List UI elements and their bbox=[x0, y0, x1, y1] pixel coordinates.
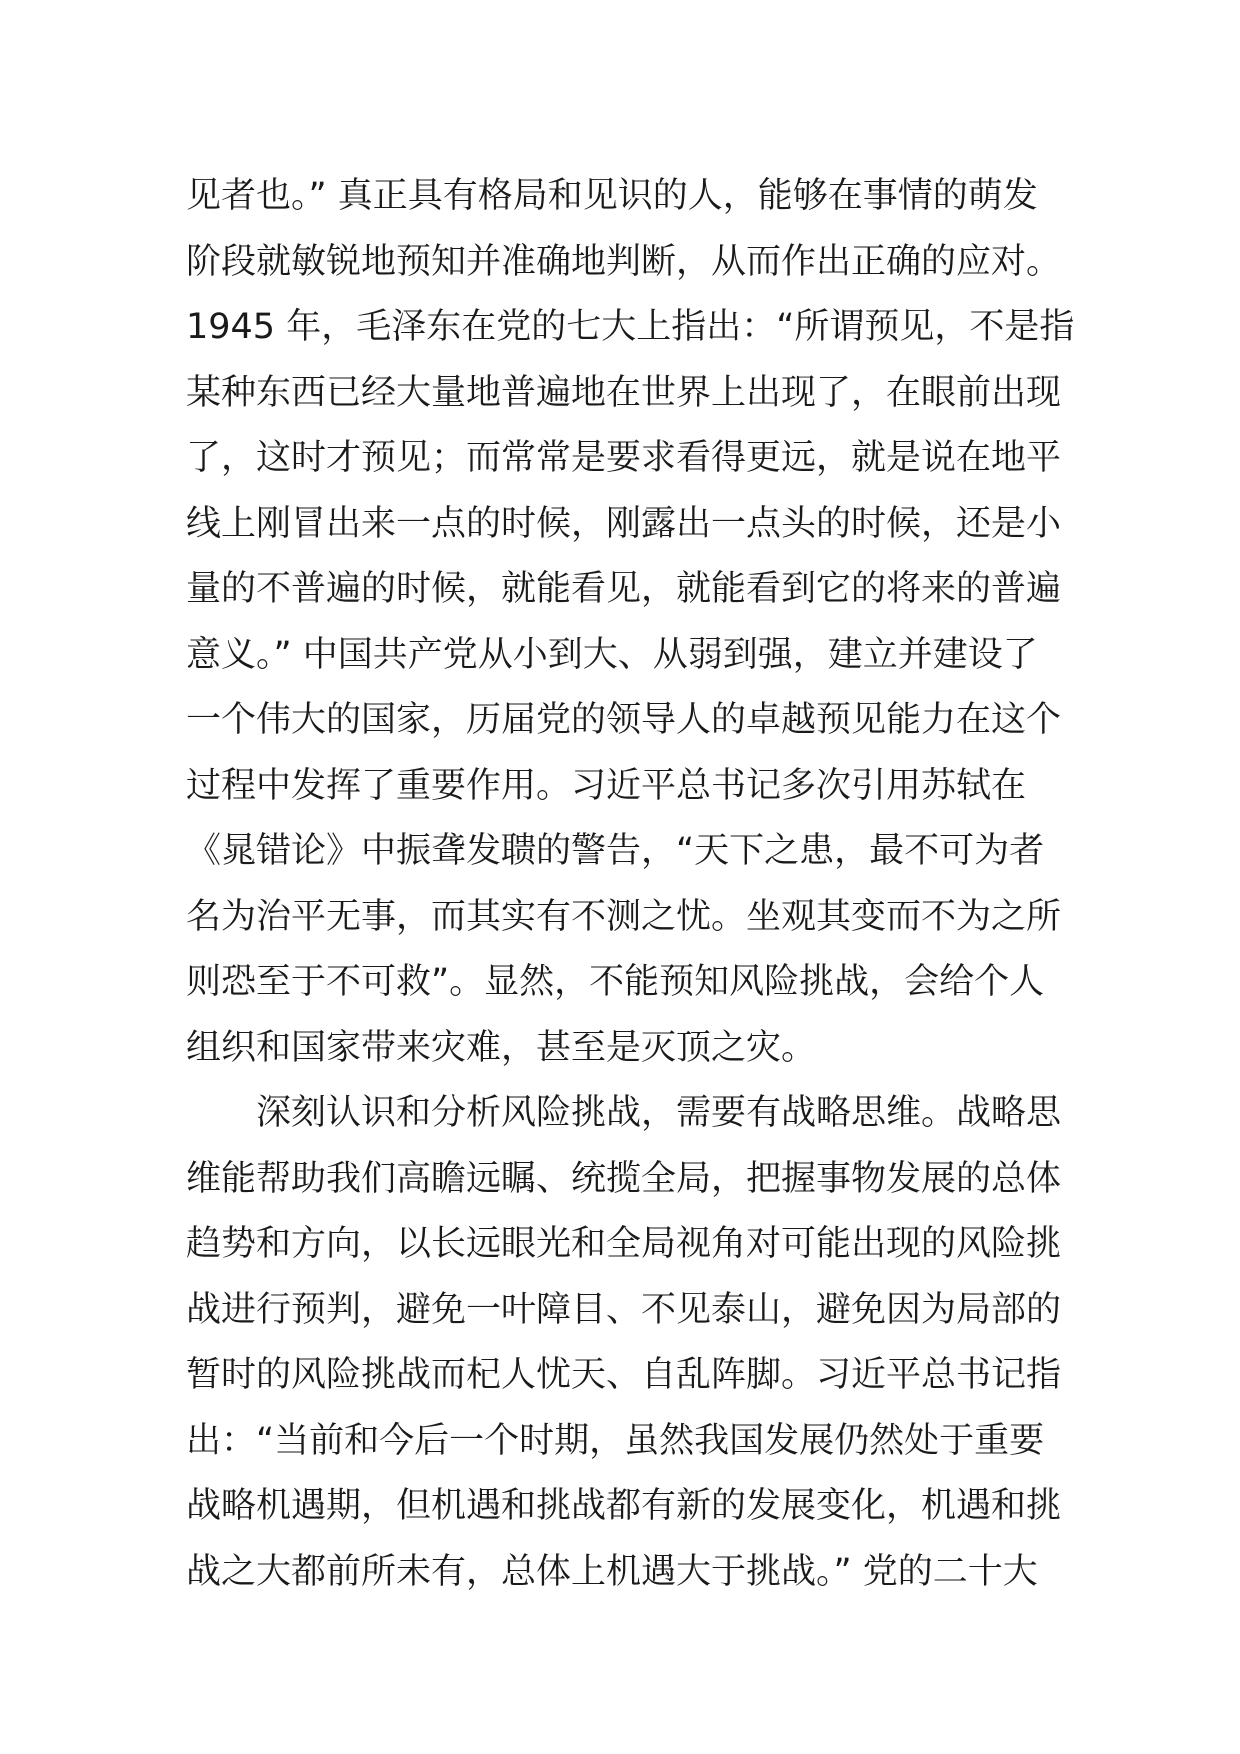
text-line: 意义。” 中国共产党从小到大、从弱到强，建立并建设了 bbox=[186, 634, 1038, 675]
body-text bbox=[186, 164, 1075, 1605]
text-line: 组织和国家带来灾难，甚至是灭顶之灾。 bbox=[186, 1027, 817, 1068]
text-line: 见者也。” 真正具有格局和见识的人，能够在事情的萌发 bbox=[186, 176, 1038, 216]
text-line: 趋势和方向，以长远眼光和全局视角对可能出现的风险挑 bbox=[186, 1224, 1062, 1264]
text-line: 某种东西已经大量地普遍地在世界上出现了，在眼前出现 bbox=[186, 372, 1062, 413]
text-line: 战之大都前所未有，总体上机遇大于挑战。” 党的二十大 bbox=[186, 1551, 1038, 1592]
text-line: 维能帮助我们高瞻远瞩、统揽全局，把握事物发展的总体 bbox=[186, 1158, 1062, 1199]
text-line: 出：“当前和今后一个时期，虽然我国发展仍然处于重要 bbox=[186, 1420, 1045, 1461]
text-line: 则恐至于不可救”。显然，不能预知风险挑战，会给个人 bbox=[186, 962, 1045, 1002]
text-line: 《晁错论》中振聋发聩的警告，“天下之患，最不可为者 bbox=[186, 831, 1045, 871]
text-line: 一个伟大的国家，历届党的领导人的卓越预见能力在这个 bbox=[186, 700, 1062, 740]
text-line: 战进行预判，避免一叶障目、不见泰山，避免因为局部的 bbox=[186, 1289, 1062, 1330]
text-line: 暂时的风险挑战而杞人忧天、自乱阵脚。习近平总书记指 bbox=[186, 1355, 1062, 1395]
text-line: 阶段就敏锐地预知并准确地判断，从而作出正确的应对。 bbox=[186, 241, 1062, 282]
paragraph-start-line: 深刻认识和分析风险挑战，需要有战略思维。战略思 bbox=[256, 1093, 1062, 1133]
text-line: 线上刚冒出来一点的时候，刚露出一点头的时候，还是小 bbox=[186, 503, 1062, 544]
text-line: 过程中发挥了重要作用。习近平总书记多次引用苏轼在 bbox=[186, 765, 1027, 806]
text-line: 1945 年，毛泽东在党的七大上指出：“所谓预见，不是指 bbox=[186, 307, 1075, 347]
text-line: 了，这时才预见；而常常是要求看得更远，就是说在地平 bbox=[186, 438, 1062, 478]
text-line: 量的不普遍的时候，就能看见，就能看到它的将来的普遍 bbox=[186, 569, 1062, 609]
text-line: 名为治平无事，而其实有不测之忧。坐观其变而不为之所 bbox=[186, 896, 1062, 937]
text-line: 战略机遇期，但机遇和挑战都有新的发展变化，机遇和挑 bbox=[186, 1486, 1062, 1526]
